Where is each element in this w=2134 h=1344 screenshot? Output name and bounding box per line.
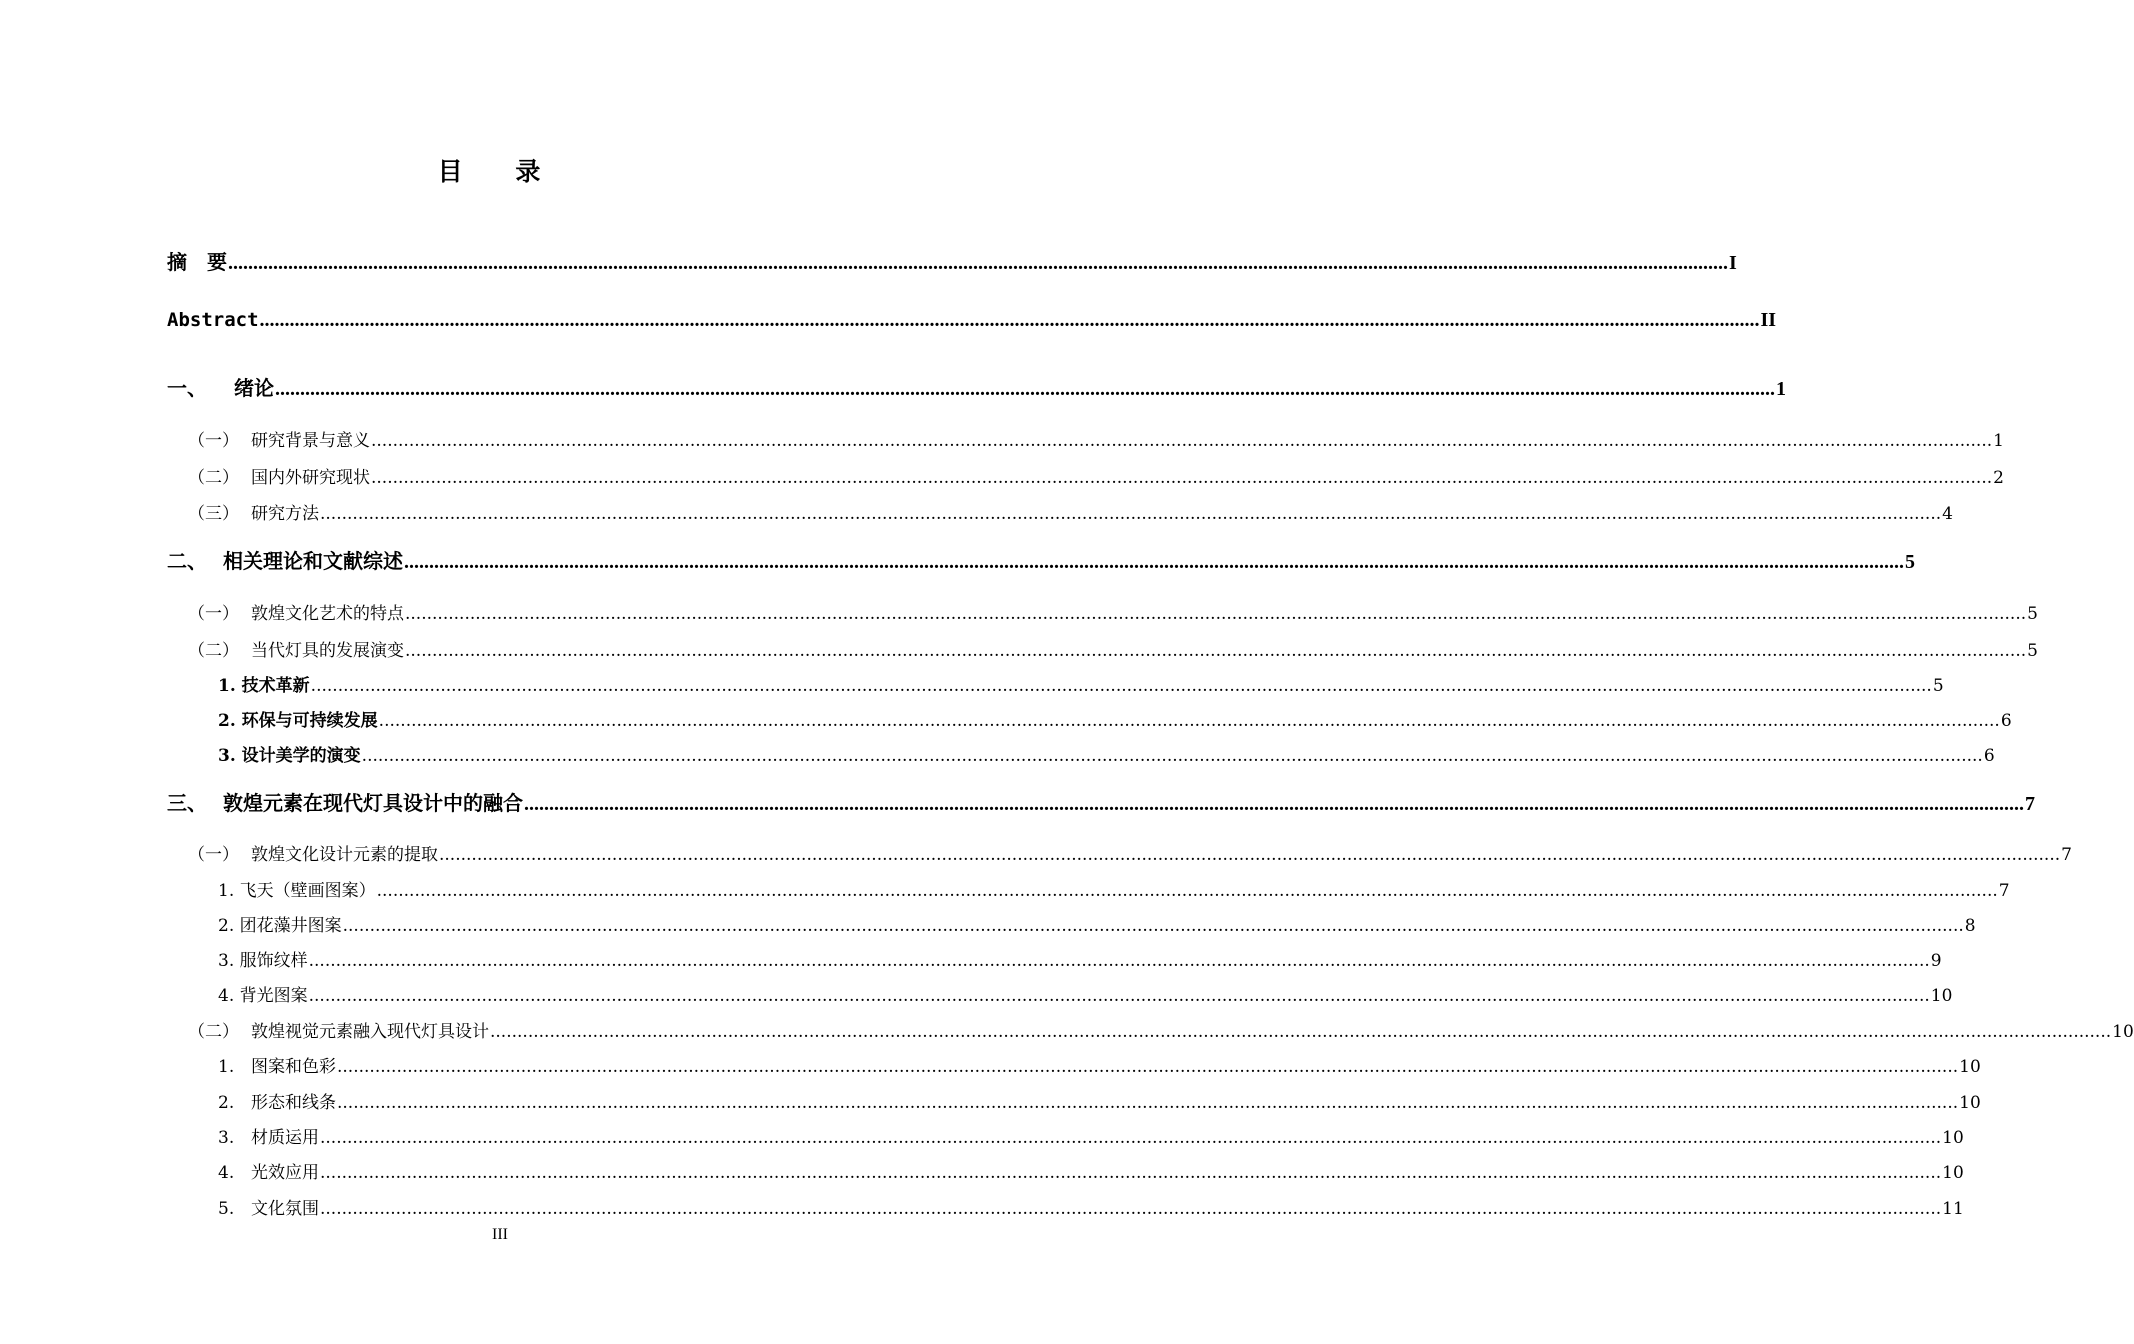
toc-entry-title: 敦煌文化艺术的特点: [251, 604, 404, 624]
toc-entry-page: 6: [1983, 746, 1995, 766]
toc-entry-number: 一、: [167, 376, 207, 400]
toc-entry-2-2-1[interactable]: [218, 671, 1944, 696]
toc-leader-dots: ............................................................................................................................................................................................................................................................................................................: [524, 793, 2024, 815]
toc-entry-title: 当代灯具的发展演变: [251, 641, 404, 661]
toc-entry-number: 4.: [218, 1163, 235, 1183]
toc-leader-dots: ............................................................................................................................................................................................................................................................................................................: [337, 1093, 1959, 1113]
toc-entry-1-1[interactable]: [188, 426, 2004, 451]
toc-entry-title: 文化氛围: [251, 1199, 319, 1219]
toc-leader-dots: ............................................................................................................................................................................................................................................................................................................: [259, 309, 1760, 331]
toc-entry-title: 图案和色彩: [251, 1057, 336, 1077]
page-number: III: [492, 1226, 508, 1243]
toc-entry-page: 10: [1942, 1163, 1964, 1183]
toc-entry-1-3[interactable]: [188, 499, 1953, 524]
toc-entry-page: 6: [2000, 711, 2012, 731]
toc-leader-dots: ............................................................................................................................................................................................................................................................................................................: [371, 468, 1993, 488]
toc-entry-chapter-2[interactable]: [167, 545, 1915, 574]
toc-entry-number: （二）: [188, 468, 239, 488]
toc-leader-dots: ............................................................................................................................................................................................................................................................................................................: [275, 378, 1775, 400]
toc-leader-dots: ............................................................................................................................................................................................................................................................................................................: [378, 711, 2000, 731]
toc-entry-number: （二）: [188, 1022, 239, 1042]
toc-entry-3-1-3[interactable]: [218, 946, 1942, 971]
toc-entry-title: 研究方法: [251, 504, 319, 524]
toc-entry-3-1-1[interactable]: [218, 876, 2010, 901]
toc-entry-page: 10: [1930, 986, 1953, 1006]
toc-entry-title: 国内外研究现状: [251, 468, 370, 488]
toc-leader-dots: ............................................................................................................................................................................................................................................................................................................: [405, 604, 2027, 624]
toc-entry-page: II: [1760, 309, 1777, 331]
toc-leader-dots: ............................................................................................................................................................................................................................................................................................................: [310, 676, 1932, 696]
toc-entry-page: 1: [1993, 431, 2004, 451]
toc-entry-2-2[interactable]: [188, 636, 2038, 661]
toc-entry-3-1-4[interactable]: [218, 981, 1953, 1006]
toc-entry-number: 二、: [167, 549, 207, 573]
toc-leader-dots: ............................................................................................................................................................................................................................................................................................................: [308, 986, 1930, 1006]
toc-entry-page: 2: [1993, 468, 2004, 488]
toc-entry-title: 绪论: [234, 376, 274, 400]
toc-leader-dots: ............................................................................................................................................................................................................................................................................................................: [320, 1199, 1942, 1219]
toc-entry-title: 摘 要: [167, 250, 227, 274]
toc-entry-page: 8: [1964, 916, 1976, 936]
toc-entry-3-2-1[interactable]: [218, 1052, 1981, 1077]
toc-leader-dots: ............................................................................................................................................................................................................................................................................................................: [320, 1163, 1942, 1183]
toc-entry-number: 1.: [218, 1057, 235, 1077]
toc-entry-3-2-2[interactable]: [218, 1088, 1981, 1113]
toc-entry-3-2-3[interactable]: [218, 1123, 1964, 1148]
toc-entry-number: 3.: [218, 1128, 235, 1148]
toc-entry-title: 1. 技术革新: [218, 676, 310, 696]
toc-entry-number: （一）: [188, 604, 239, 624]
toc-leader-dots: ............................................................................................................................................................................................................................................................................................................: [490, 1022, 2112, 1042]
toc-entry-page: 7: [2061, 845, 2072, 865]
toc-entry-title: 研究背景与意义: [251, 431, 370, 451]
toc-entry-page: 1: [1776, 378, 1786, 400]
toc-entry-number: （三）: [188, 504, 239, 524]
toc-entry-number: （一）: [188, 845, 239, 865]
toc-leader-dots: ............................................................................................................................................................................................................................................................................................................: [342, 916, 1964, 936]
toc-entry-3-2-4[interactable]: [218, 1158, 1964, 1183]
toc-leader-dots: ............................................................................................................................................................................................................................................................................................................: [308, 951, 1930, 971]
page-title: 目 录: [437, 157, 563, 186]
toc-entry-title: 材质运用: [251, 1128, 319, 1148]
toc-entry-page: 7: [1998, 881, 2010, 901]
toc-leader-dots: ............................................................................................................................................................................................................................................................................................................: [439, 845, 2061, 865]
toc-entry-1-2[interactable]: [188, 463, 2004, 488]
toc-entry-2-2-2[interactable]: [218, 706, 2012, 731]
toc-entry-page: 5: [1932, 676, 1944, 696]
toc-entry-page: 5: [2027, 641, 2038, 661]
toc-entry-title: 形态和线条: [251, 1093, 336, 1113]
toc-entry-2-1[interactable]: [188, 599, 2038, 624]
toc-leader-dots: ............................................................................................................................................................................................................................................................................................................: [337, 1057, 1959, 1077]
toc-entry-page: 7: [2025, 793, 2035, 815]
toc-entry-number: 5.: [218, 1199, 235, 1219]
toc-entry-title: 2. 环保与可持续发展: [218, 711, 378, 731]
toc-entry-title: 敦煌视觉元素融入现代灯具设计: [251, 1022, 489, 1042]
toc-entry-title: Abstract: [167, 309, 259, 331]
toc-leader-dots: ............................................................................................................................................................................................................................................................................................................: [320, 504, 1942, 524]
toc-leader-dots: ............................................................................................................................................................................................................................................................................................................: [376, 881, 1998, 901]
toc-entry-title: 3. 服饰纹样: [218, 951, 308, 971]
toc-entry-number: 三、: [167, 791, 207, 815]
toc-entry-2-2-3[interactable]: [218, 741, 1995, 766]
toc-entry-number: （二）: [188, 641, 239, 661]
toc-entry-page: 10: [1942, 1128, 1964, 1148]
toc-entry-title: 光效应用: [251, 1163, 319, 1183]
toc-entry-page: 10: [2112, 1022, 2134, 1042]
toc-leader-dots: ............................................................................................................................................................................................................................................................................................................: [404, 551, 1904, 573]
toc-entry-page: 9: [1930, 951, 1942, 971]
toc-entry-title: 1. 飞天（壁画图案）: [218, 881, 376, 901]
toc-entry-page: 10: [1959, 1057, 1981, 1077]
toc-entry-3-2-5[interactable]: [218, 1194, 1964, 1219]
toc-entry-page: 10: [1959, 1093, 1981, 1113]
toc-entry-3-1-2[interactable]: [218, 911, 1976, 936]
toc-entry-number: 2.: [218, 1093, 235, 1113]
toc-entry-title: 相关理论和文献综述: [223, 549, 403, 573]
toc-leader-dots: ............................................................................................................................................................................................................................................................................................................: [320, 1128, 1942, 1148]
toc-entry-chapter-3[interactable]: [167, 787, 2035, 816]
toc-entry-abstract-en[interactable]: [167, 309, 1777, 332]
toc-leader-dots: ............................................................................................................................................................................................................................................................................................................: [228, 252, 1728, 274]
toc-entry-title: 敦煌文化设计元素的提取: [251, 845, 438, 865]
toc-entry-title: 2. 团花藻井图案: [218, 916, 342, 936]
toc-entry-title: 3. 设计美学的演变: [218, 746, 361, 766]
toc-entry-abstract-cn[interactable]: [167, 246, 1737, 275]
toc-entry-page: 5: [1905, 551, 1915, 573]
toc-entry-page: 5: [2027, 604, 2038, 624]
toc-entry-page: 4: [1942, 504, 1953, 524]
toc-leader-dots: ............................................................................................................................................................................................................................................................................................................: [405, 641, 2027, 661]
toc-entry-number: （一）: [188, 431, 239, 451]
toc-leader-dots: ............................................................................................................................................................................................................................................................................................................: [371, 431, 1993, 451]
toc-entry-page: 11: [1942, 1199, 1964, 1219]
toc-entry-title: 4. 背光图案: [218, 986, 308, 1006]
toc-entry-3-1[interactable]: [188, 840, 2072, 865]
toc-entry-page: I: [1729, 252, 1737, 274]
toc-entry-title: 敦煌元素在现代灯具设计中的融合: [223, 791, 523, 815]
toc-entry-chapter-1[interactable]: [167, 372, 1786, 401]
toc-leader-dots: ............................................................................................................................................................................................................................................................................................................: [361, 746, 1983, 766]
toc-entry-3-2[interactable]: [188, 1017, 2134, 1042]
